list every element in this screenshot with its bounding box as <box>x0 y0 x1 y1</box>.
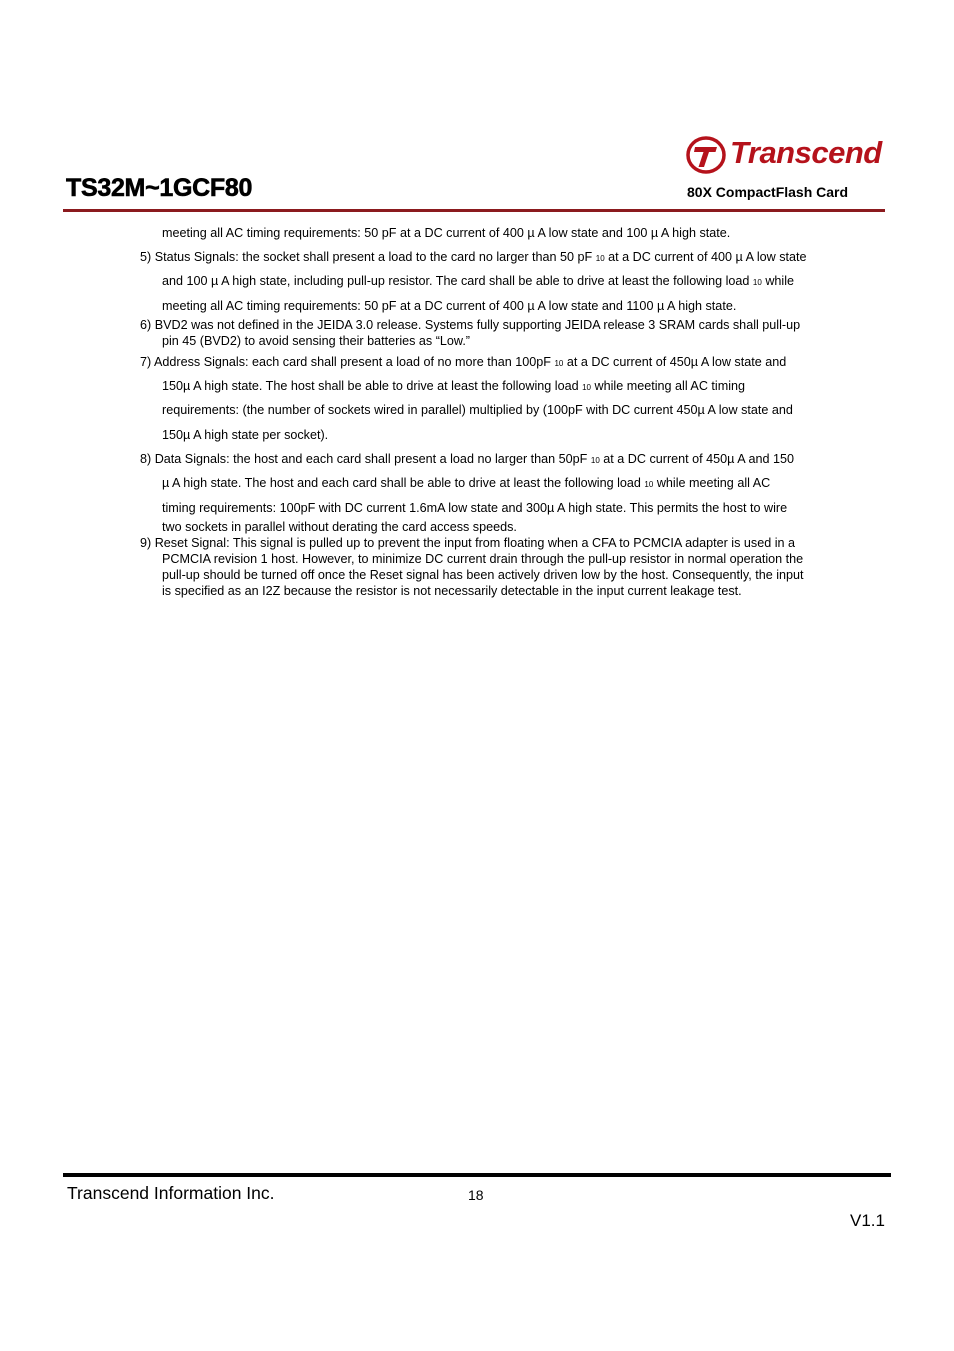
note-7-text: 150µ A high state. The host shall be able to drive at least the following load <box>162 379 579 393</box>
document-title: TS32M~1GCF80 <box>66 174 253 202</box>
subscript-ref: 10 <box>582 383 592 392</box>
note-8-line-3 <box>162 501 787 515</box>
note-9-line-2 <box>162 552 803 566</box>
transcend-logo <box>686 134 882 176</box>
note-8-text: at a DC current of 450µ A and 150 <box>603 452 794 466</box>
document-version: V1.1 <box>850 1211 885 1230</box>
footer-divider <box>63 1173 891 1177</box>
note-5-text: 5) Status Signals: the socket shall present a load to the card no larger than 50 pF <box>140 250 593 264</box>
note-7-text: requirements: (the number of sockets wired in parallel) multiplied by (100pF with DC current 450µ A low state and <box>162 403 793 417</box>
note-8-line-2 <box>162 476 770 490</box>
note-9-text: PCMCIA revision 1 host. However, to minimize DC current drain through the pull-up resistor in normal operation the <box>162 552 804 566</box>
note-8-line-4 <box>162 520 517 534</box>
subscript-ref: 10 <box>590 456 600 465</box>
note-9-text: pull-up should be turned off once the Reset signal has been actively driven low by the host. Consequently, the input <box>162 568 804 582</box>
subscript-ref: 10 <box>595 254 605 263</box>
transcend-logo-mark-icon <box>686 136 726 174</box>
logo-wordmark: Transcend <box>730 135 882 170</box>
note-4-text: meeting all AC timing requirements: 50 pF at a DC current of 400 µ A low state and 100 µ A high state. <box>162 226 731 240</box>
note-5-line-2 <box>162 274 794 288</box>
page-number: 18 <box>468 1187 484 1203</box>
note-5-text: meeting all AC timing requirements: 50 pF at a DC current of 400 µ A low state and 1100 µ A high state. <box>162 299 737 313</box>
note-7-line-4 <box>162 428 328 442</box>
note-7-line-1 <box>140 355 786 369</box>
note-6-text: pin 45 (BVD2) to avoid sensing their batteries as “Low.” <box>162 334 471 348</box>
note-8-text: two sockets in parallel without derating the card access speeds. <box>162 520 517 534</box>
subscript-ref: 10 <box>752 278 762 287</box>
note-8-text: timing requirements: 100pF with DC current 1.6mA low state and 300µ A high state. This permits the host to wire <box>162 501 788 515</box>
document-subtitle: 80X CompactFlash Card <box>687 184 849 200</box>
subscript-ref: 10 <box>644 480 654 489</box>
note-8-text: while meeting all AC <box>656 476 771 490</box>
note-7-text: while meeting all AC timing <box>594 379 746 393</box>
note-8-text: 8) Data Signals: the host and each card shall present a load no larger than 50pF <box>140 452 588 466</box>
note-5-text: and 100 µ A high state, including pull-up resistor. The card shall be able to drive at least the following load <box>162 274 750 288</box>
note-4-line-3 <box>162 226 730 240</box>
note-7-line-3 <box>162 403 793 417</box>
note-7-text: at a DC current of 450µ A low state and <box>566 355 787 369</box>
note-5-text: at a DC current of 400 µ A low state <box>608 250 807 264</box>
note-9-text: 9) Reset Signal: This signal is pulled up to prevent the input from floating when a CFA to PCMCIA adapter is used in a <box>140 536 796 550</box>
note-5-line-3 <box>162 299 736 313</box>
note-6-line-1 <box>140 318 800 332</box>
note-7-text: 7) Address Signals: each card shall present a load of no more than 100pF <box>140 355 551 369</box>
note-9-line-3 <box>162 568 804 582</box>
note-8-line-1 <box>140 452 794 466</box>
note-7-text: 150µ A high state per socket). <box>162 428 329 442</box>
note-8-text: µ A high state. The host and each card shall be able to drive at least the following load <box>162 476 641 490</box>
note-5-line-1 <box>140 250 807 264</box>
note-9-line-4 <box>162 584 742 598</box>
note-9-line-1 <box>140 536 795 550</box>
note-9-text: is specified as an I2Z because the resistor is not necessarily detectable in the input current leakage test. <box>162 584 742 598</box>
note-7-line-2 <box>162 379 745 393</box>
note-5-text: while <box>765 274 795 288</box>
header-divider <box>63 209 885 212</box>
footer-company-name: Transcend Information Inc. <box>67 1183 275 1203</box>
note-6-line-2 <box>162 334 470 348</box>
note-6-text: 6) BVD2 was not defined in the JEIDA 3.0 release. Systems fully supporting JEIDA release 3 SRAM cards shall pull-up <box>140 318 801 332</box>
subscript-ref: 10 <box>554 359 564 368</box>
